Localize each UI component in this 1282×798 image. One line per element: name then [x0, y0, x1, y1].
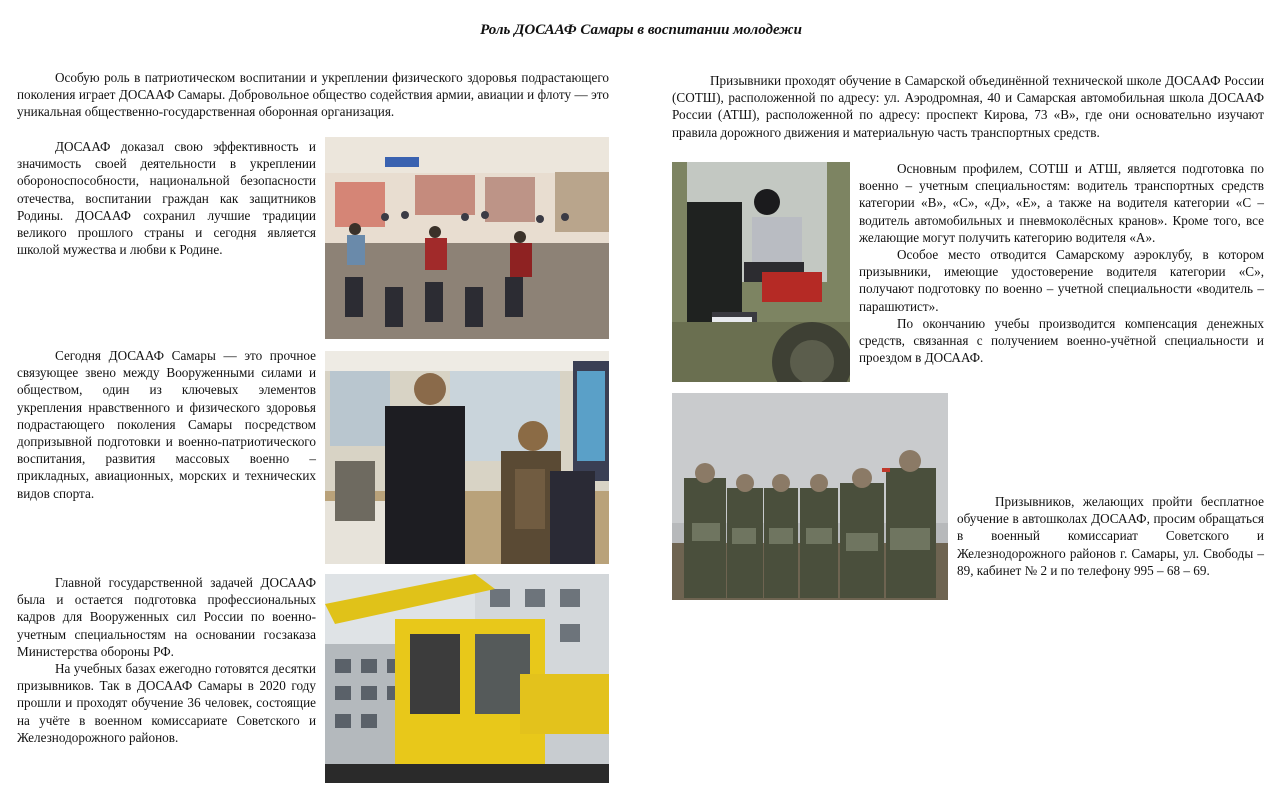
contact-paragraph: Призывников, желающих пройти бесплатное обучение в автошколах ДОСААФ, просим обращаться в военный комиссариат Советского и Железнодорожного районов г. Самары, ул. Свободы – 89, кабинет № 2 и по телефону 995 – 68 – 69. [957, 494, 1264, 578]
training-paragraph: Призывники проходят обучение в Самарской объединённой технической школе ДОСААФ России (СОТШ), расположенной по адресу: ул. Аэродромная, 40 и Самарская автомобильная школа ДОСААФ России (АТШ), расположенной по адресу: проспект Кирова, 73 «В», где они основательно изучают правила дорожного движения и материальную часть транспортных средств. [672, 73, 1264, 140]
truck-cab-photo [672, 162, 850, 382]
task-paragraphs: Главной государственной задачей ДОСААФ была и остается подготовка профессиональных кадров для Вооруженных сил России по военно-учетным специальностям на основании госзаказа Министерства обороны РФ. На учебных базах ежегодно готовятся десятки призывников. Так в ДОСААФ Самары в 2020 году прошли и проходят обучение 36 человек, состоящие на учёте в военном комиссариате Советского и Железнодорожного районов. [17, 575, 316, 745]
crane-photo [325, 574, 609, 783]
classroom-photo [325, 137, 609, 339]
profile-paragraphs: Основным профилем, СОТШ и АТШ, является подготовка по военно – учетным специальностям: водитель транспортных средств категории «В», «С», «Д», «Е», а также на водителя категории «С – водитель автомобильных и пневмоколёсных кранов». Кроме того, все желающие могут получить категорию водителя «А». Особое место отводится Самарскому аэроклубу, в котором призывники, имеющие удостоверение водителя категории «С», получают подготовку по военно – учетной специальности «водитель – парашютист». По окончанию учебы производится компенсация денежных средств, связанная с получением военно-учётной специальности и проездом в ДОСААФ. [859, 161, 1264, 366]
page-title: Роль ДОСААФ Самары в воспитании молодежи [480, 22, 802, 38]
effectiveness-paragraph: ДОСААФ доказал свою эффективность и значимость своей деятельности в укреплении обороноспособности, национальной безопасности отечества, воспитании граждан как защитников Родины. ДОСААФ сохранил лучшие традиции великого прошлого страны и сегодня является школой мужества и любви к Родине. [17, 139, 316, 258]
intro-paragraph: Особую роль в патриотическом воспитании и укреплении физического здоровья подрастающего поколения играет ДОСААФ Самары. Добровольное общество содействия армии, авиации и флоту — это уникальная общественно-государственная оборонная организация. [17, 70, 609, 120]
paratroopers-photo [672, 393, 948, 600]
consultation-photo [325, 351, 609, 564]
today-paragraph: Сегодня ДОСААФ Самары — это прочное связующее звено между Вооруженными силами и обществом, один из ключевых элементов укрепления нравственного и физического здоровья подрастающего поколения Самары посредством допризывной подготовки и военно-патриотического воспитания, развития массовых военно – прикладных, авиационных, морских и технических видов спорта. [17, 348, 316, 501]
